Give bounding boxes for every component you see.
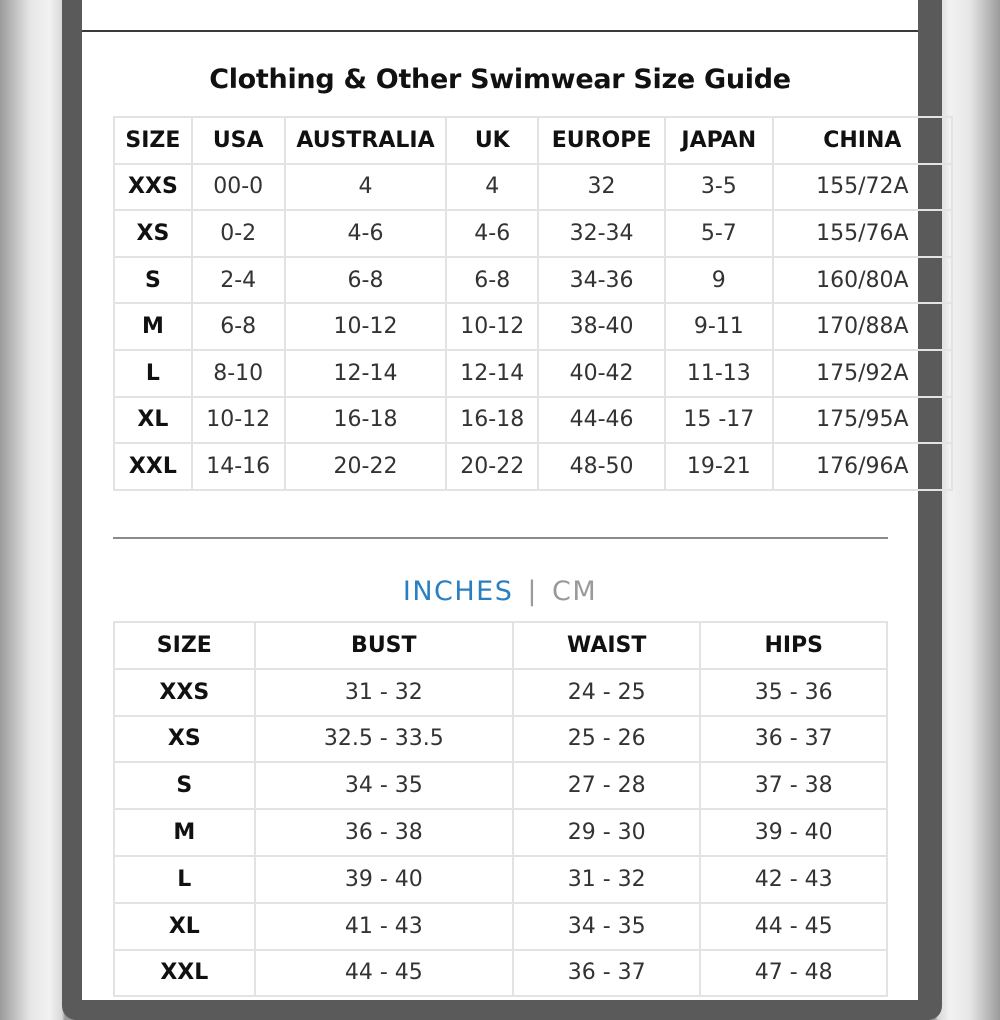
cell-japan: 19-21 bbox=[665, 443, 773, 490]
cell-europe: 38-40 bbox=[538, 303, 665, 350]
top-divider bbox=[82, 30, 918, 32]
cell-japan: 11-13 bbox=[665, 350, 773, 397]
cell-usa: 10-12 bbox=[192, 397, 285, 444]
table-row bbox=[114, 716, 887, 763]
size-label: XXS bbox=[114, 164, 192, 211]
table-header-row bbox=[114, 622, 887, 669]
unit-separator: | bbox=[527, 576, 538, 607]
size-label: XXL bbox=[114, 443, 192, 490]
cell-usa: 8-10 bbox=[192, 350, 285, 397]
col-header-waist: WAIST bbox=[513, 622, 701, 669]
cell-australia: 4 bbox=[285, 164, 447, 211]
table-row bbox=[114, 950, 887, 997]
cell-australia: 4-6 bbox=[285, 210, 447, 257]
cell-bust: 41 - 43 bbox=[255, 903, 513, 950]
size-label: XS bbox=[114, 210, 192, 257]
col-header-australia: AUSTRALIA bbox=[285, 117, 447, 164]
table-row bbox=[114, 303, 952, 350]
cell-japan: 9 bbox=[665, 257, 773, 304]
col-header-japan: JAPAN bbox=[665, 117, 773, 164]
cell-bust: 31 - 32 bbox=[255, 669, 513, 716]
cell-waist: 27 - 28 bbox=[513, 762, 701, 809]
cell-usa: 0-2 bbox=[192, 210, 285, 257]
cell-usa: 14-16 bbox=[192, 443, 285, 490]
cell-australia: 12-14 bbox=[285, 350, 447, 397]
size-label: XL bbox=[114, 397, 192, 444]
cell-waist: 34 - 35 bbox=[513, 903, 701, 950]
table-row bbox=[114, 762, 887, 809]
conversion-table-viewport[interactable] bbox=[113, 116, 909, 492]
cell-australia: 16-18 bbox=[285, 397, 447, 444]
size-label: XXL bbox=[114, 950, 255, 997]
body-measurement-table bbox=[113, 621, 888, 997]
cell-bust: 34 - 35 bbox=[255, 762, 513, 809]
size-label: XS bbox=[114, 716, 255, 763]
cell-europe: 32 bbox=[538, 164, 665, 211]
cell-japan: 15 -17 bbox=[665, 397, 773, 444]
table-row bbox=[114, 856, 887, 903]
table-row bbox=[114, 257, 952, 304]
cell-uk: 4 bbox=[446, 164, 538, 211]
size-label: M bbox=[114, 809, 255, 856]
size-conversion-table bbox=[113, 116, 953, 491]
cell-japan: 5-7 bbox=[665, 210, 773, 257]
cell-japan: 3-5 bbox=[665, 164, 773, 211]
cell-waist: 31 - 32 bbox=[513, 856, 701, 903]
table-row bbox=[114, 350, 952, 397]
table-row bbox=[114, 210, 952, 257]
cell-bust: 36 - 38 bbox=[255, 809, 513, 856]
size-label: XL bbox=[114, 903, 255, 950]
cell-usa: 2-4 bbox=[192, 257, 285, 304]
cell-china: 155/72A bbox=[773, 164, 952, 211]
measurement-table-wrapper bbox=[113, 621, 888, 997]
cell-australia: 10-12 bbox=[285, 303, 447, 350]
cell-china: 160/80A bbox=[773, 257, 952, 304]
size-label: S bbox=[114, 762, 255, 809]
cell-europe: 32-34 bbox=[538, 210, 665, 257]
screen bbox=[82, 0, 918, 1000]
cell-waist: 36 - 37 bbox=[513, 950, 701, 997]
table-row bbox=[114, 669, 887, 716]
cell-europe: 44-46 bbox=[538, 397, 665, 444]
col-header-usa: USA bbox=[192, 117, 285, 164]
cell-bust: 39 - 40 bbox=[255, 856, 513, 903]
cell-hips: 37 - 38 bbox=[700, 762, 887, 809]
cell-hips: 36 - 37 bbox=[700, 716, 887, 763]
cell-hips: 47 - 48 bbox=[700, 950, 887, 997]
cell-uk: 4-6 bbox=[446, 210, 538, 257]
cell-waist: 24 - 25 bbox=[513, 669, 701, 716]
cell-uk: 16-18 bbox=[446, 397, 538, 444]
cell-uk: 20-22 bbox=[446, 443, 538, 490]
table-row bbox=[114, 397, 952, 444]
cell-bust: 32.5 - 33.5 bbox=[255, 716, 513, 763]
table-row bbox=[114, 443, 952, 490]
table-header-row bbox=[114, 117, 952, 164]
cell-usa: 6-8 bbox=[192, 303, 285, 350]
col-header-europe: EUROPE bbox=[538, 117, 665, 164]
col-header-size: SIZE bbox=[114, 622, 255, 669]
cell-australia: 20-22 bbox=[285, 443, 447, 490]
cm-tab[interactable]: CM bbox=[551, 576, 598, 607]
size-label: L bbox=[114, 350, 192, 397]
cell-uk: 6-8 bbox=[446, 257, 538, 304]
col-header-hips: HIPS bbox=[700, 622, 887, 669]
table-row bbox=[114, 809, 887, 856]
cell-europe: 40-42 bbox=[538, 350, 665, 397]
size-label: S bbox=[114, 257, 192, 304]
cell-china: 176/96A bbox=[773, 443, 952, 490]
inches-tab[interactable]: INCHES bbox=[402, 576, 514, 607]
cell-china: 155/76A bbox=[773, 210, 952, 257]
cell-japan: 9-11 bbox=[665, 303, 773, 350]
page-title: Clothing & Other Swimwear Size Guide bbox=[209, 64, 791, 95]
table-row bbox=[114, 903, 887, 950]
cell-waist: 25 - 26 bbox=[513, 716, 701, 763]
cell-europe: 34-36 bbox=[538, 257, 665, 304]
unit-toggle bbox=[82, 576, 918, 607]
size-label: M bbox=[114, 303, 192, 350]
cell-china: 170/88A bbox=[773, 303, 952, 350]
col-header-size: SIZE bbox=[114, 117, 192, 164]
cell-uk: 12-14 bbox=[446, 350, 538, 397]
col-header-uk: UK bbox=[446, 117, 538, 164]
size-label: L bbox=[114, 856, 255, 903]
cell-hips: 39 - 40 bbox=[700, 809, 887, 856]
cell-europe: 48-50 bbox=[538, 443, 665, 490]
cell-waist: 29 - 30 bbox=[513, 809, 701, 856]
cell-usa: 00-0 bbox=[192, 164, 285, 211]
cell-hips: 44 - 45 bbox=[700, 903, 887, 950]
cell-hips: 42 - 43 bbox=[700, 856, 887, 903]
section-divider bbox=[113, 537, 888, 539]
col-header-bust: BUST bbox=[255, 622, 513, 669]
col-header-china: CHINA bbox=[773, 117, 952, 164]
size-label: XXS bbox=[114, 669, 255, 716]
cell-hips: 35 - 36 bbox=[700, 669, 887, 716]
cell-china: 175/92A bbox=[773, 350, 952, 397]
cell-australia: 6-8 bbox=[285, 257, 447, 304]
cell-china: 175/95A bbox=[773, 397, 952, 444]
table-row bbox=[114, 164, 952, 211]
cell-bust: 44 - 45 bbox=[255, 950, 513, 997]
cell-uk: 10-12 bbox=[446, 303, 538, 350]
